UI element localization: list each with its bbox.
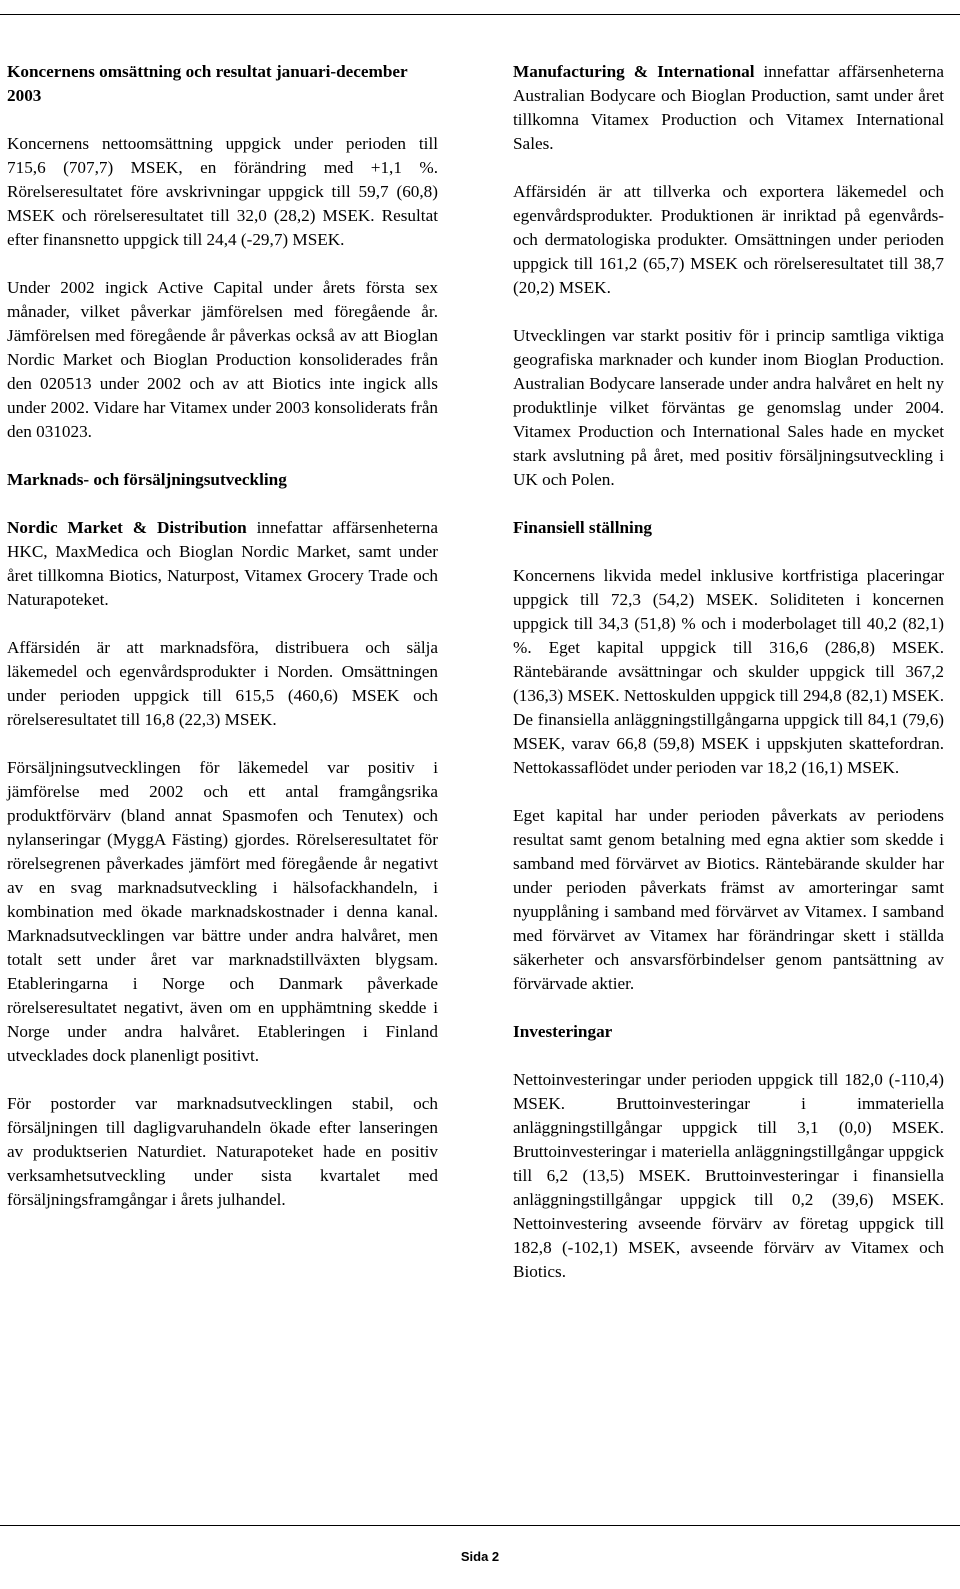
paragraph-manufacturing-idea: Affärsidén är att tillverka och exportera läkemedel och egenvårdsprodukter. Produktionen är inriktad på egenvårds- och dermatologiska produkter. Omsättningen under perioden uppgick till 161,2 (65,7) MSEK och rörelseresultatet till 38,7 (20,2) MSEK. [513, 182, 944, 297]
paragraph-sales-development: Försäljningsutvecklingen för läkemedel var positiv i jämförelse med 2002 och ett antal framgångsrika produktförvärv (bland annat Spasmofen och Tenutex) och nylanseringar (MyggA Fästing) gjordes. Rörelseresultatet för rörelsegrenen påverkades jämfört med föregående år negativt av en svag marknadsutveckling i hälsofackhandeln, i kombination med ökade marknadskostnader i denna kanal. Marknadsutvecklingen var bättre under andra halvåret, men totalt sett under året var marknadstillväxten blygsam. Etableringarna i Norge och Danmark påverkade rörelseresultatet negativt, även om en upphämtning skedde i Norge under andra halvåret. Etableringen i Finland utvecklades dock planenligt positivt. [7, 758, 438, 1065]
nordic-market-lead: Nordic Market & Distribution [7, 518, 247, 537]
paragraph-manufacturing-development: Utvecklingen var starkt positiv för i princip samtliga viktiga geografiska marknader och kunder inom Bioglan Production. Australian Bodycare lanserade under andra halvåret en helt ny produktlinje vilket förväntas ge genomslag under 2004. Vitamex Production och International Sales hade en mycket stark avslutning på året, med positiv försäljningsutveckling i UK och Polen. [513, 326, 944, 489]
paragraph-postorder: För postorder var marknadsutvecklingen stabil, och försäljningen till dagligvaruhandeln ökade efter lanseringen av produktserien Naturdiet. Naturapoteket hade en positiv verksamhetsutveckling under sista kvartalet med försäljningsframgångar i årets julhandel. [7, 1094, 438, 1209]
bottom-rule [0, 1525, 960, 1526]
manufacturing-lead: Manufacturing & International [513, 62, 755, 81]
heading-investments: Investeringar [513, 1022, 613, 1041]
heading-market-sales: Marknads- och försäljningsutveckling [7, 470, 287, 489]
right-column [513, 60, 944, 1308]
nordic-market-text: innefattar affärsenheterna HKC, MaxMedica och Bioglan Nordic Market, samt under året tillkomna Biotics, Naturpost, Vitamex Grocery Trade och Naturapoteket. [7, 518, 438, 609]
paragraph-liquidity: Koncernens likvida medel inklusive kortfristiga placeringar uppgick till 72,3 (54,2) MSEK. Soliditeten i koncernen uppgick till 34,3 (51,8) % och i moderbolaget till 40,2 (82,1) %. Eget kapital uppgick till 316,6 (286,8) MSEK. Räntebärande avsättningar och skulder uppgick till 367,2 (136,3) MSEK. Nettoskulden uppgick till 294,8 (82,1) MSEK. De finansiella anläggningstillgångarna uppgick till 84,1 (79,6) MSEK, varav 66,8 (59,8) MSEK i uppskjuten skattefordran. Nettokassaflödet under perioden var 18,2 (16,1) MSEK. [513, 566, 944, 777]
paragraph-manufacturing [513, 60, 944, 156]
top-rule [0, 14, 960, 15]
paragraph-nordic-market [7, 516, 438, 612]
page-number: Sida 2 [460, 1549, 500, 1564]
paragraph-business-idea: Affärsidén är att marknadsföra, distribuera och sälja läkemedel och egenvårdsprodukter i Norden. Omsättningen under perioden uppgick till 615,5 (460,6) MSEK och rörelseresultatet till 16,8 (22,3) MSEK. [7, 638, 438, 729]
heading-results: Koncernens omsättning och resultat januari-december 2003 [7, 62, 408, 105]
manufacturing-text: innefattar affärsenheterna Australian Bodycare och Bioglan Production, samt under året tillkomna Vitamex Production och Vitamex International Sales. [513, 62, 945, 153]
paragraph-investments: Nettoinvesteringar under perioden uppgick till 182,0 (-110,4) MSEK. Bruttoinvesteringar i immateriella anläggningstillgångar uppgick till 3,1 (0,0) MSEK. Bruttoinvesteringar i materiella anläggningstillgångar uppgick till 6,2 (13,5) MSEK. Bruttoinvesteringar i finansiella anläggningstillgångar uppgick till 0,2 (39,6) MSEK. Nettoinvestering avseende förvärv av företag uppgick till 182,8 (-102,1) MSEK, avseende förvärv av Vitamex och Biotics. [513, 1070, 944, 1281]
paragraph-comparison: Under 2002 ingick Active Capital under årets första sex månader, vilket påverkar jämförelsen med föregående år. Jämförelsen med föregående år påverkas också av att Bioglan Nordic Market och Bioglan Production konsoliderades från den 020513 under 2002 och av att Biotics inte ingick alls under 2002. Vidare har Vitamex under 2003 konsoliderats från den 031023. [7, 278, 438, 441]
paragraph-turnover: Koncernens nettoomsättning uppgick under perioden till 715,6 (707,7) MSEK, en förändring med +1,1 %. Rörelseresultatet före avskrivningar uppgick till 59,7 (60,8) MSEK och rörelseresultatet till 32,0 (28,2) MSEK. Resultat efter finansnetto uppgick till 24,4 (-29,7) MSEK. [7, 134, 438, 249]
heading-financial-position: Finansiell ställning [513, 518, 652, 537]
left-column [7, 60, 438, 1236]
paragraph-equity: Eget kapital har under perioden påverkats av periodens resultat samt genom betalning med egna aktier som skedde i samband med förvärvet av Biotics. Räntebärande skulder har under perioden påverkats främst av amorteringar samt nyupplåning i samband med förvärvet av Vitamex. I samband med förvärvet av Vitamex har förändringar skett i ställda säkerheter och ansvarsförbindelser genom pantsättning av förvärvade aktier. [513, 806, 944, 993]
